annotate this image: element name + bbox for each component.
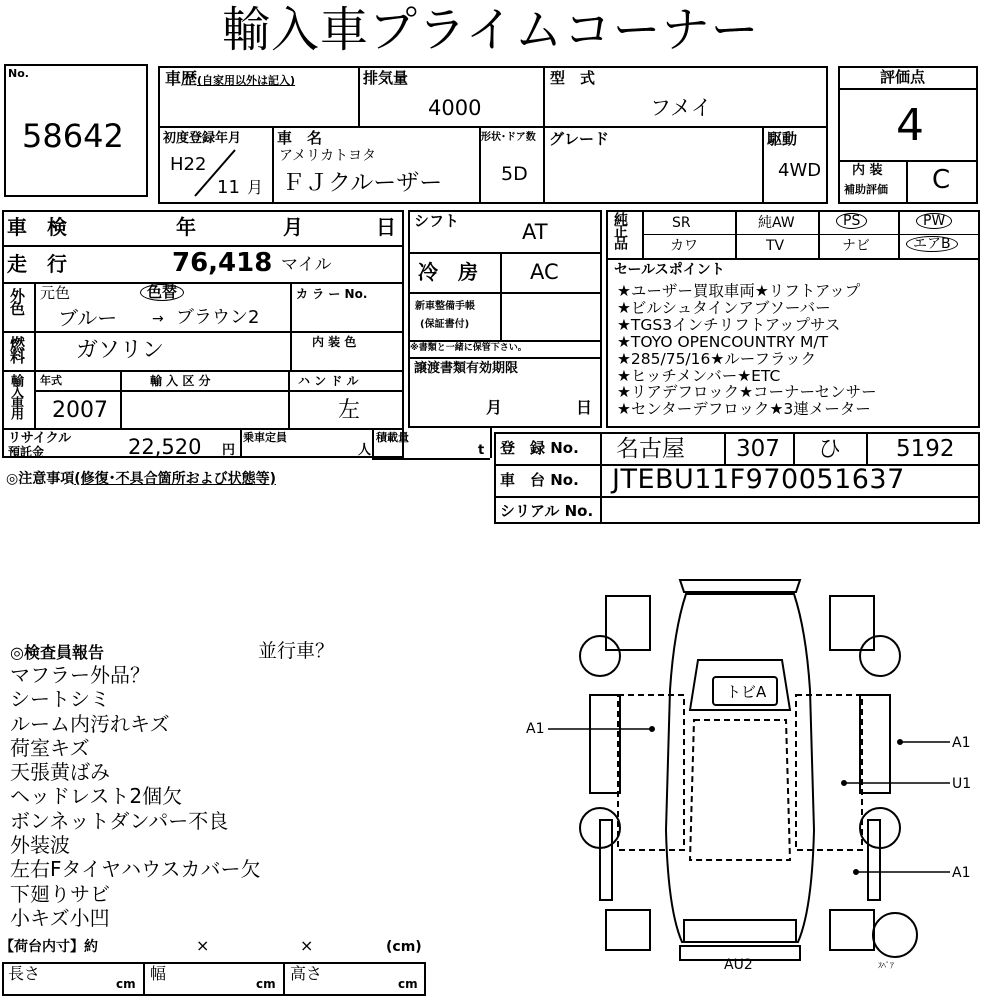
color-no-label: カ ラ ー No. — [296, 287, 368, 301]
shaken-label: 車 検 — [7, 215, 67, 239]
cargo-width-cm: cm — [256, 977, 276, 991]
sales-points — [617, 283, 877, 418]
first-reg-era: H22 — [170, 154, 207, 175]
reg-kana: ひ — [818, 436, 841, 462]
notes-sub: (修復･不具合箇所および状態等) — [74, 471, 277, 487]
report-item: 荷室キズ — [10, 735, 90, 760]
shaken-year-unit: 年 — [176, 215, 196, 239]
sales-point: ★リアデフロック★コーナーセンサー — [617, 383, 877, 402]
damage-mark-rear-au2: AU2 — [724, 957, 753, 973]
fuel-side-label: 燃料 — [8, 336, 26, 362]
ac-value: AC — [530, 260, 559, 284]
sales-label: セールスポイント — [614, 262, 725, 278]
first-reg-month: 11 — [217, 177, 240, 198]
report-item: 天張黄ばみ — [10, 760, 110, 785]
rating-label: 評価点 — [880, 68, 926, 86]
color-arrow: → — [152, 311, 164, 327]
history-note: (自家用以外は記入) — [197, 74, 296, 87]
cargo-unit: (cm) — [386, 939, 422, 955]
import-side-label: 輸入車用 — [8, 374, 23, 418]
report-item: 外装波 — [10, 833, 70, 858]
model-value: フメイ — [650, 96, 712, 120]
interior-label: 内 装 — [852, 163, 883, 178]
report-item: ルーム内汚れキズ — [10, 711, 170, 736]
report-item: 左右Fタイヤハウスカバー欠 — [10, 857, 261, 882]
cargo-grid — [2, 962, 426, 996]
import-type-label: 輸 入 区 分 — [150, 374, 211, 388]
shaken-day-unit: 日 — [376, 215, 396, 239]
handle-label: ハ ン ド ル — [298, 374, 359, 388]
roof-damage-label: トビA — [726, 683, 767, 701]
equip-sr: SR — [672, 215, 691, 231]
model-year-label: 年式 — [40, 374, 62, 387]
interior-value: C — [932, 165, 951, 195]
damage-mark-left-a1: A1 — [526, 721, 545, 737]
equip-airbag: エアB — [906, 236, 958, 252]
cargo-width-label: 幅 — [150, 964, 167, 983]
color-change-mark: 色替 — [140, 284, 184, 301]
no-label: No. — [8, 67, 29, 80]
cargo-times-1: × — [196, 936, 210, 955]
notes-label: ◎注意事項 — [6, 471, 75, 487]
color-side-label: 外色 — [8, 288, 26, 314]
interior-color-label: 内 装 色 — [312, 335, 357, 349]
fuel-value: ガソリン — [76, 338, 165, 363]
maint-label-1: 新車整備手帳 — [415, 301, 475, 312]
equip-navi: ナビ — [842, 238, 870, 254]
mileage-unit: マイル — [281, 255, 332, 275]
damage-mark-right-u1: U1 — [952, 776, 972, 792]
first-reg-label: 初度登録年月 — [163, 131, 242, 146]
report-item: ヘッドレスト2個欠 — [10, 784, 183, 809]
handle-value: 左 — [338, 398, 361, 423]
sales-point: ★TGS3インチリフトアップサス — [617, 315, 841, 334]
doors-value: 5D — [501, 163, 528, 185]
name-label: 車 名 — [277, 129, 323, 147]
yen-unit: 円 — [222, 443, 236, 458]
sales-point: ★TOYO OPENCOUNTRY M/T — [617, 332, 829, 351]
shift-value: AT — [522, 220, 548, 244]
equip-aw: 純AW — [758, 215, 795, 231]
equip-side-label: 純正品 — [612, 212, 628, 248]
cargo-heading: 【荷台内寸】約 — [0, 939, 98, 955]
report-heading: ◎検査員報告 — [10, 643, 104, 662]
equip-pw: PW — [916, 213, 952, 229]
transfer-day-unit: 日 — [576, 398, 593, 417]
chassis-label: 車 台 No. — [500, 471, 579, 489]
first-reg-month-unit: 月 — [247, 178, 264, 197]
recycle-label-1: リサイクル — [8, 431, 72, 446]
equip-leather: カワ — [670, 238, 698, 254]
recycle-value: 22,520 — [128, 435, 202, 459]
sales-point: ★ビルシュタインアブソーバー — [617, 298, 831, 317]
ac-label: 冷 房 — [418, 260, 478, 284]
reg-class: 307 — [736, 436, 780, 462]
cargo-height-cm: cm — [398, 977, 418, 991]
serial-label: シリアル No. — [500, 502, 594, 520]
cargo-length-label: 長さ — [8, 964, 41, 983]
damage-mark-right-a1: A1 — [952, 735, 971, 751]
cargo-times-2: × — [300, 936, 314, 955]
color-orig-value: ブルー — [58, 306, 118, 330]
cargo-length-cm: cm — [116, 977, 136, 991]
sales-point: ★ユーザー買取車両★リフトアップ — [617, 282, 861, 300]
doors-label: 形状･ドア数 — [481, 132, 536, 143]
mileage-label: 走 行 — [7, 252, 67, 276]
maker: アメリカトヨタ — [279, 148, 377, 164]
maint-note: ※書類と一緒に保管下さい。 — [410, 343, 527, 353]
interior-sub: 補助評価 — [844, 183, 888, 196]
report-note: 並行車？ — [258, 640, 335, 662]
car-name: ＦＪクルーザー — [282, 170, 443, 196]
color-orig-label: 元色 — [40, 284, 71, 302]
history-label: 車歴 — [165, 69, 198, 88]
sales-point: ★ヒッチメンバー★ETC — [617, 366, 781, 385]
capacity-label: 乗車定員 — [243, 431, 287, 444]
shaken-month-unit: 月 — [283, 215, 303, 239]
sales-point: ★285/75/16★ルーフラック — [617, 349, 817, 368]
report-item: シートシミ — [10, 687, 110, 712]
damage-mark-rear-a1: A1 — [952, 865, 971, 881]
color-new-value: ブラウン2 — [176, 307, 260, 328]
load-label: 積載量 — [376, 431, 409, 444]
load-unit: t — [478, 443, 485, 458]
report-item: ボンネットダンパー不良 — [10, 808, 229, 833]
reg-city: 名古屋 — [616, 436, 685, 462]
displacement-label: 排気量 — [363, 69, 409, 87]
grade-label: グレード — [549, 130, 610, 148]
reg-label: 登 録 No. — [500, 439, 579, 457]
model-label: 型 式 — [550, 69, 596, 87]
report-item: マフラー外品？ — [10, 663, 150, 687]
drive-label: 駆動 — [767, 130, 798, 148]
equip-ps: PS — [836, 213, 867, 229]
rating-value: 4 — [896, 100, 924, 151]
shift-label: シフト — [414, 212, 460, 230]
sales-point: ★センターデフロック★3連メーター — [617, 400, 871, 419]
displacement-value: 4000 — [428, 96, 482, 120]
chassis-number: JTEBU11F970051637 — [612, 464, 905, 495]
spare-label: ｽﾍﾟｱ — [878, 961, 894, 970]
mileage-value: 76,418 — [172, 248, 273, 278]
transfer-month-unit: 月 — [486, 398, 503, 417]
recycle-label-2: 預託金 — [8, 445, 45, 459]
car-damage-diagram — [500, 570, 990, 990]
maint-label-2: (保証書付) — [420, 319, 470, 330]
transfer-label: 譲渡書類有効期限 — [414, 361, 519, 376]
reg-number: 5192 — [896, 436, 955, 462]
equip-tv: TV — [766, 238, 785, 254]
drive-value: 4WD — [778, 160, 822, 181]
sheet-number: 58642 — [22, 117, 124, 155]
model-year-value: 2007 — [52, 398, 108, 423]
report-items — [10, 663, 261, 930]
capacity-unit: 人 — [358, 443, 372, 458]
cargo-height-label: 高さ — [290, 964, 323, 983]
report-item: 小キズ小凹 — [10, 905, 110, 930]
report-item: 下廻りサビ — [10, 881, 110, 906]
page-title: 輸入車プライムコーナー — [222, 2, 760, 58]
